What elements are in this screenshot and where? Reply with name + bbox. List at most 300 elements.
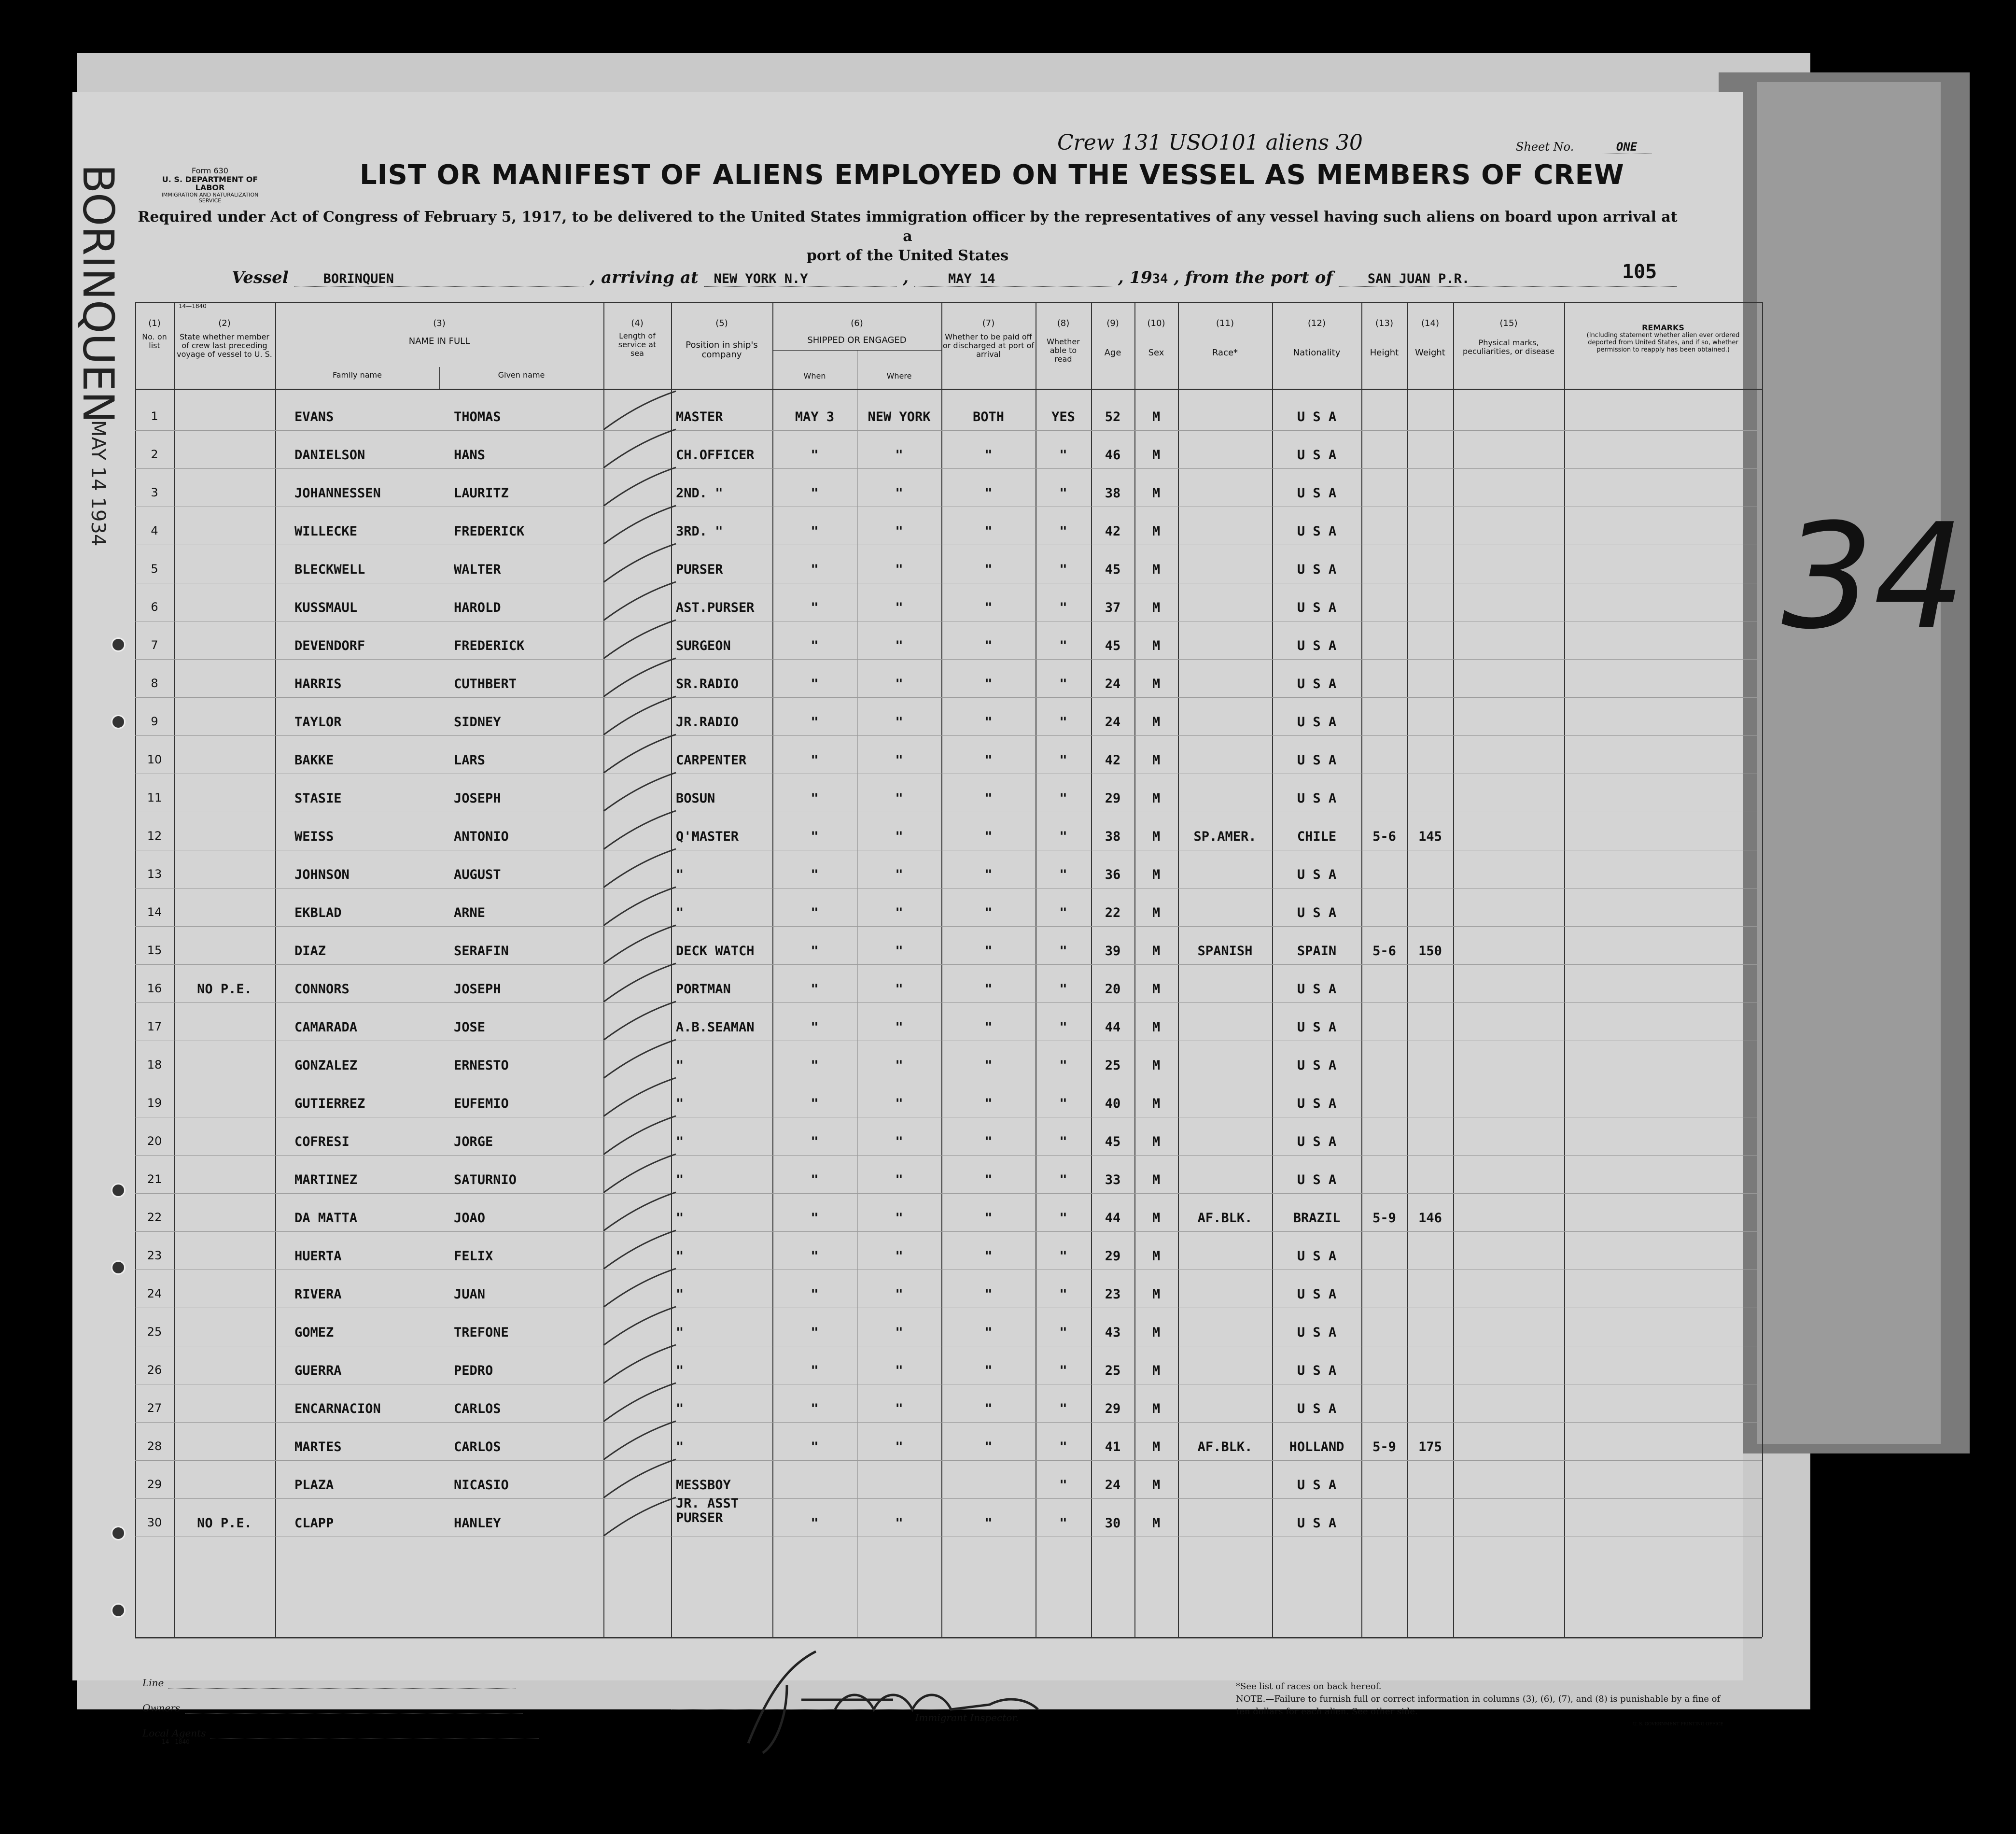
age: 44	[1105, 1211, 1121, 1226]
shipped-where: "	[895, 982, 903, 997]
sex: M	[1152, 409, 1161, 424]
date-margin-stamp: MAY 14 1934	[87, 420, 109, 547]
paid-off: "	[984, 791, 993, 806]
shipped-when: "	[811, 1516, 819, 1531]
col-10-header	[1134, 319, 1178, 358]
col-7-num: (7)	[982, 318, 995, 328]
table-row	[72, 892, 1743, 930]
col-14-header	[1407, 319, 1453, 358]
age: 41	[1105, 1439, 1121, 1454]
able-to-read: "	[1059, 600, 1067, 615]
paid-off: "	[984, 1287, 993, 1302]
col-10-label: Sex	[1148, 347, 1164, 358]
table-row	[72, 1197, 1743, 1235]
service-check-mark	[594, 1154, 690, 1198]
service-check-mark	[594, 620, 690, 663]
service-check-mark	[594, 1040, 690, 1083]
row-number: 23	[147, 1249, 162, 1262]
shipped-when: "	[811, 677, 819, 691]
table-row	[72, 549, 1743, 587]
col-4-header	[603, 319, 671, 358]
col-1-label: No. on list	[142, 332, 167, 351]
col-14-label: Weight	[1415, 347, 1445, 358]
paid-off: BOTH	[972, 409, 1005, 424]
paid-off: "	[984, 753, 993, 768]
shipped-when: "	[811, 486, 819, 501]
family-name: DANIELSON	[294, 448, 365, 463]
nationality: U S A	[1297, 1058, 1337, 1073]
nationality: U S A	[1297, 1134, 1337, 1149]
sex: M	[1152, 1287, 1161, 1302]
where-subhead: Where	[886, 371, 912, 381]
paid-off: "	[984, 1096, 993, 1111]
family-name: HUERTA	[294, 1249, 342, 1264]
from-port-label: , from the port of	[1174, 268, 1333, 287]
shipped-where: "	[895, 867, 903, 882]
row-number: 3	[151, 486, 158, 499]
given-name: HANS	[454, 448, 486, 463]
given-name: JOSE	[454, 1020, 486, 1035]
position: "	[676, 1439, 684, 1454]
row-number: 22	[147, 1211, 162, 1224]
family-name: WILLECKE	[294, 524, 358, 539]
age: 37	[1105, 600, 1121, 615]
height: 5-9	[1372, 1439, 1396, 1454]
age: 44	[1105, 1020, 1121, 1035]
sex: M	[1152, 524, 1161, 539]
agents-label: Local Agents	[142, 1727, 206, 1739]
service-check-mark	[594, 1383, 690, 1426]
subtitle-line-2: port of the United States	[806, 247, 1009, 264]
row-number: 28	[147, 1439, 162, 1453]
subtitle-line-1: Required under Act of Congress of February 5, 1917, to be delivered to the United States immigration officer by the representatives of any vessel having such aliens on board upon arrival at a	[138, 209, 1678, 245]
able-to-read: "	[1059, 1516, 1067, 1531]
sex: M	[1152, 715, 1161, 730]
nationality: U S A	[1297, 448, 1337, 463]
table-row	[72, 510, 1743, 549]
service-check-mark	[594, 1192, 690, 1236]
print-code: 14—1840	[179, 303, 207, 310]
backing-sheet-inner	[1757, 82, 1941, 1444]
shipped-where: "	[895, 1096, 903, 1111]
col-15-label: Physical marks, peculiarities, or disease	[1463, 338, 1554, 356]
footer-notes	[1236, 1680, 1723, 1731]
given-name: ARNE	[454, 905, 486, 920]
given-name: ERNESTO	[454, 1058, 509, 1073]
able-to-read: "	[1059, 1287, 1067, 1302]
shipped-when: "	[811, 1211, 819, 1226]
sex: M	[1152, 753, 1161, 768]
age: 24	[1105, 1478, 1121, 1493]
given-name: LARS	[454, 753, 486, 768]
height: 5-9	[1372, 1211, 1396, 1226]
col-9-num: (9)	[1106, 318, 1119, 328]
col-11-header	[1178, 319, 1272, 358]
row-number: 10	[147, 753, 162, 766]
shipped-when: "	[811, 1058, 819, 1073]
race: AF.BLK.	[1197, 1211, 1253, 1226]
shipped-when: "	[811, 638, 819, 653]
col-7-label: Whether to be paid off or discharged at port of arrival	[942, 332, 1035, 359]
shipped-when: "	[811, 1439, 819, 1454]
paid-off: "	[984, 715, 993, 730]
col-4-num: (4)	[631, 318, 644, 328]
able-to-read: "	[1059, 1211, 1067, 1226]
col-9-header	[1091, 319, 1134, 358]
table-row	[72, 625, 1743, 663]
table-row	[72, 434, 1743, 472]
nationality: U S A	[1297, 524, 1337, 539]
given-name: LAURITZ	[454, 486, 509, 501]
shipped-when: "	[811, 944, 819, 959]
service-check-mark	[594, 582, 690, 625]
nationality: CHILE	[1297, 829, 1337, 844]
table-row	[72, 1159, 1743, 1197]
given-name: JUAN	[454, 1287, 486, 1302]
given-name: HAROLD	[454, 600, 501, 615]
table-row	[72, 930, 1743, 968]
shipped-where: "	[895, 944, 903, 959]
service-check-mark	[594, 1116, 690, 1159]
page-number: 105	[1622, 261, 1657, 283]
service-check-mark	[594, 887, 690, 931]
row-number: 8	[151, 677, 158, 690]
row-number: 5	[151, 562, 158, 576]
col-11-num: (11)	[1216, 318, 1234, 328]
paid-off: "	[984, 600, 993, 615]
shipped-where: "	[895, 1020, 903, 1035]
nationality: BRAZIL	[1293, 1211, 1341, 1226]
nationality: U S A	[1297, 1363, 1337, 1378]
service-check-mark	[594, 773, 690, 816]
age: 25	[1105, 1058, 1121, 1073]
shipped-when: "	[811, 1134, 819, 1149]
row-number: 2	[151, 448, 158, 461]
able-to-read: "	[1059, 1325, 1067, 1340]
service-check-mark	[594, 658, 690, 702]
given-name: HANLEY	[454, 1516, 501, 1531]
shipped-where: "	[895, 524, 903, 539]
shipped-where: "	[895, 1401, 903, 1416]
position: 3RD. "	[676, 524, 723, 539]
shipped-where: "	[895, 677, 903, 691]
age: 29	[1105, 1401, 1121, 1416]
able-to-read: "	[1059, 1172, 1067, 1187]
service-check-mark	[594, 1230, 690, 1274]
sheet-no-value: ONE	[1602, 140, 1652, 154]
given-name: TREFONE	[454, 1325, 509, 1340]
nationality: U S A	[1297, 905, 1337, 920]
nationality: U S A	[1297, 1325, 1337, 1340]
service-check-mark	[594, 1078, 690, 1121]
weight: 175	[1418, 1439, 1442, 1454]
family-name: STASIE	[294, 791, 342, 806]
binder-hole	[111, 1603, 126, 1618]
family-name: CAMARADA	[294, 1020, 358, 1035]
department-name: U. S. DEPARTMENT OF LABOR	[162, 174, 258, 193]
shipped-when: "	[811, 753, 819, 768]
row-number: 14	[147, 905, 162, 919]
position: JR. ASST PURSER	[676, 1496, 739, 1525]
penalty-note: NOTE.—Failure to furnish full or correct information in columns (3), (6), (7), and (8) is punishable by a fine of ten dollars for each alien. See other side.	[1236, 1694, 1721, 1717]
shipped-when: "	[811, 982, 819, 997]
header-subrule	[772, 350, 941, 351]
table-row	[72, 472, 1743, 510]
able-to-read: "	[1059, 1401, 1067, 1416]
age: 29	[1105, 1249, 1121, 1264]
race: AF.BLK.	[1197, 1439, 1253, 1454]
service-check-mark	[594, 1497, 690, 1541]
given-name: THOMAS	[454, 409, 501, 424]
table-row	[72, 1426, 1743, 1464]
sex: M	[1152, 1516, 1161, 1531]
paid-off: "	[984, 677, 993, 691]
service-name: IMMIGRATION AND NATURALIZATION SERVICE	[161, 191, 259, 204]
able-to-read: "	[1059, 982, 1067, 997]
vessel-name: BORINQUEN	[294, 271, 584, 287]
given-name: NICASIO	[454, 1478, 509, 1493]
table-row	[72, 701, 1743, 739]
given-name: FREDERICK	[454, 638, 525, 653]
family-name: BAKKE	[294, 753, 334, 768]
table-row	[72, 1235, 1743, 1273]
previous-voyage: NO P.E.	[197, 982, 252, 997]
paid-off: "	[984, 982, 993, 997]
shipped-when: "	[811, 715, 819, 730]
family-name: GUTIERREZ	[294, 1096, 365, 1111]
col-3-header	[275, 319, 603, 346]
table-row	[72, 739, 1743, 777]
able-to-read: "	[1059, 1249, 1067, 1264]
year-prefix: , 19	[1118, 268, 1152, 287]
sex: M	[1152, 791, 1161, 806]
able-to-read: "	[1059, 677, 1067, 691]
paid-off: "	[984, 829, 993, 844]
position: "	[676, 1325, 684, 1340]
remarks-label: REMARKS	[1642, 323, 1684, 332]
age: 33	[1105, 1172, 1121, 1187]
col-12-label: Nationality	[1293, 347, 1341, 358]
inspector-label: Immigrant Inspector.	[671, 1709, 1019, 1723]
age: 36	[1105, 867, 1121, 882]
table-row	[72, 1312, 1743, 1350]
position: "	[676, 1401, 684, 1416]
agents-code: 14—1840	[162, 1738, 190, 1745]
service-check-mark	[594, 544, 690, 587]
service-check-mark	[594, 849, 690, 892]
sex: M	[1152, 1478, 1161, 1493]
position: PURSER	[676, 562, 723, 577]
service-check-mark	[594, 506, 690, 549]
family-name: COFRESI	[294, 1134, 350, 1149]
able-to-read: "	[1059, 867, 1067, 882]
paid-off: "	[984, 905, 993, 920]
shipped-when: "	[811, 1249, 819, 1264]
row-number: 16	[147, 982, 162, 995]
table-row	[72, 1273, 1743, 1312]
table-top-rule	[135, 302, 1762, 303]
given-name-subhead: Given name	[498, 370, 545, 380]
shipped-when: MAY 3	[795, 409, 835, 424]
col-5-header	[671, 319, 772, 360]
margin-big-number: 34	[1781, 493, 1966, 661]
service-check-mark	[594, 1307, 690, 1350]
age: 24	[1105, 715, 1121, 730]
shipped-where: "	[895, 1058, 903, 1073]
col-6-header	[772, 319, 941, 345]
col-12-num: (12)	[1308, 318, 1326, 328]
sex: M	[1152, 562, 1161, 577]
given-name: CARLOS	[454, 1439, 501, 1454]
position: SR.RADIO	[676, 677, 739, 691]
sex: M	[1152, 982, 1161, 997]
given-name: JOSEPH	[454, 982, 501, 997]
shipped-where: "	[895, 1287, 903, 1302]
able-to-read: "	[1059, 562, 1067, 577]
row-number: 30	[147, 1516, 162, 1529]
service-check-mark	[594, 925, 690, 969]
arrival-port: NEW YORK N.Y	[704, 271, 897, 287]
shipped-where: "	[895, 448, 903, 463]
col-6-label: SHIPPED OR ENGAGED	[807, 335, 907, 345]
shipped-when: "	[811, 524, 819, 539]
table-row	[72, 816, 1743, 854]
given-name: JOAO	[454, 1211, 486, 1226]
paid-off: "	[984, 638, 993, 653]
paid-off: "	[984, 524, 993, 539]
nationality: U S A	[1297, 753, 1337, 768]
header-bottom-rule	[135, 389, 1762, 390]
family-name: CONNORS	[294, 982, 350, 997]
nationality: U S A	[1297, 715, 1337, 730]
shipped-where: "	[895, 1134, 903, 1149]
able-to-read: YES	[1051, 409, 1075, 424]
sheet-no-block	[1516, 140, 1652, 154]
paid-off: "	[984, 1172, 993, 1187]
row-number: 15	[147, 944, 162, 957]
manifest-title: LIST OR MANIFEST OF ALIENS EMPLOYED ON THE VESSEL AS MEMBERS OF CREW	[360, 159, 1624, 191]
sex: M	[1152, 944, 1161, 959]
nationality: U S A	[1297, 1478, 1337, 1493]
nationality: U S A	[1297, 867, 1337, 882]
able-to-read: "	[1059, 1058, 1067, 1073]
shipped-where: "	[895, 562, 903, 577]
given-name: JOSEPH	[454, 791, 501, 806]
col-6-num: (6)	[851, 318, 863, 328]
able-to-read: "	[1059, 1478, 1067, 1493]
shipped-where: "	[895, 1325, 903, 1340]
paid-off: "	[984, 1211, 993, 1226]
position: DECK WATCH	[676, 944, 755, 959]
weight: 146	[1418, 1211, 1442, 1226]
shipped-where: "	[895, 791, 903, 806]
binder-hole	[111, 1183, 126, 1198]
table-row	[72, 1388, 1743, 1426]
service-check-mark	[594, 1421, 690, 1465]
given-name: WALTER	[454, 562, 501, 577]
row-number: 19	[147, 1096, 162, 1110]
binder-hole	[111, 1526, 126, 1540]
given-name: JORGE	[454, 1134, 493, 1149]
able-to-read: "	[1059, 715, 1067, 730]
form-number: Form 630	[192, 166, 228, 175]
family-name: MARTES	[294, 1439, 342, 1454]
col-7-header	[941, 319, 1036, 359]
col-14-num: (14)	[1421, 318, 1439, 328]
nationality: U S A	[1297, 638, 1337, 653]
sex: M	[1152, 1439, 1161, 1454]
col-1-num: (1)	[148, 318, 161, 328]
service-check-mark	[594, 429, 690, 473]
sex: M	[1152, 1249, 1161, 1264]
table-row	[72, 587, 1743, 625]
row-number: 27	[147, 1401, 162, 1415]
nationality: U S A	[1297, 1172, 1337, 1187]
col-13-label: Height	[1370, 347, 1399, 358]
manifest-subtitle	[135, 208, 1680, 266]
shipped-where: "	[895, 1211, 903, 1226]
sex: M	[1152, 1325, 1161, 1340]
nationality: U S A	[1297, 1516, 1337, 1531]
shipped-where: "	[895, 1439, 903, 1454]
row-number: 29	[147, 1478, 162, 1491]
family-name: GUERRA	[294, 1363, 342, 1378]
age: 40	[1105, 1096, 1121, 1111]
able-to-read: "	[1059, 791, 1067, 806]
service-check-mark	[594, 1002, 690, 1045]
able-to-read: "	[1059, 1439, 1067, 1454]
family-name: MARTINEZ	[294, 1172, 358, 1187]
position: A.B.SEAMAN	[676, 1020, 755, 1035]
col-11-label: Race*	[1212, 347, 1238, 358]
sheet-no-label: Sheet No.	[1516, 140, 1574, 154]
shipped-when: "	[811, 562, 819, 577]
able-to-read: "	[1059, 448, 1067, 463]
col-13-header	[1361, 319, 1407, 358]
family-name: EKBLAD	[294, 905, 342, 920]
weight: 145	[1418, 829, 1442, 844]
sex: M	[1152, 600, 1161, 615]
col-2-label: State whether member of crew last preceding voyage of vessel to U. S.	[177, 332, 272, 359]
table-row	[72, 1121, 1743, 1159]
manifest-page	[72, 92, 1743, 1745]
age: 29	[1105, 791, 1121, 806]
service-check-mark	[594, 734, 690, 778]
age: 24	[1105, 677, 1121, 691]
able-to-read: "	[1059, 486, 1067, 501]
age: 23	[1105, 1287, 1121, 1302]
paid-off: "	[984, 1020, 993, 1035]
position: CARPENTER	[676, 753, 747, 768]
shipped-where: "	[895, 486, 903, 501]
service-check-mark	[594, 811, 690, 854]
position: MASTER	[676, 409, 723, 424]
paid-off: "	[984, 1516, 993, 1531]
departure-port: SAN JUAN P.R.	[1339, 271, 1677, 287]
family-name: DIAZ	[294, 944, 326, 959]
weight: 150	[1418, 944, 1442, 959]
table-row	[72, 1464, 1743, 1502]
position: SURGEON	[676, 638, 731, 653]
position: 2ND. "	[676, 486, 723, 501]
row-number: 7	[151, 638, 158, 652]
remarks-note: (Including statement whether alien ever ordered deported from United States, and if so, whether permission to reapply has been obtained.)	[1586, 332, 1740, 354]
position: CH.OFFICER	[676, 448, 755, 463]
age: 38	[1105, 829, 1121, 844]
col-8-header	[1036, 319, 1091, 364]
line-label: Line	[142, 1677, 164, 1689]
age: 45	[1105, 1134, 1121, 1149]
